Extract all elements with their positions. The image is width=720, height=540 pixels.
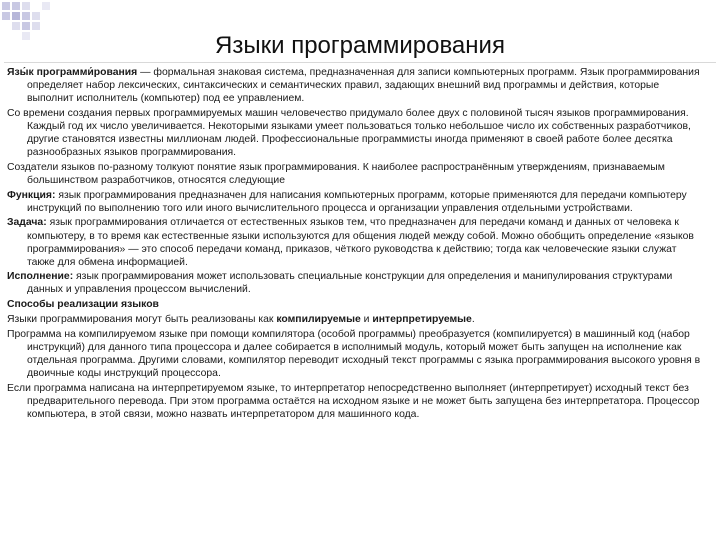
- paragraph-implementation-types: Языки программирования могут быть реализованы как компилируемые и интерпретируемые.: [7, 313, 475, 325]
- paragraph-compiled: Программа на компилируемом языке при помощи компилятора (особой программы) преобразуется (компилируется) в машинный код (набор инструкций) для данного типа процессора и далее собирается в исполнимый модуль, который может быть запущен на исполнение как отдельная программа. Другими словами, компилятор переводит исходный текст программы с языка программирования высокого уровня в двоичные коды инструкций процессора.: [7, 328, 701, 379]
- paragraph-history: Со времени создания первых программируемых машин человечество придумало более двух с половиной тысяч языков программирования. Каждый год их число увеличивается. Некоторыми языками умеет пользоваться только небольшое число их собственных разработчиков, другие становятся известны миллионам людей. Профессиональные программисты иногда применяют в своей работе более десятка разнообразных языков программирования.: [7, 107, 691, 159]
- paragraph-definition: Язы́к программи́рования — формальная знаковая система, предназначенная для записи компьютерных программ. Язык программирования определяет набор лексических, синтаксических и семантических правил, задающих внешний вид программы и действия, которые выполнит исполнитель (компьютер) под ее управлением.: [7, 67, 700, 105]
- paragraph-interpretations: Создатели языков по-разному толкуют понятие язык программирования. К наиболее распространённым утверждениям, признаваемым большинством разработчиков, относятся следующие: [7, 161, 665, 186]
- term-programming-language: Язы́к программи́рования: [7, 67, 138, 78]
- paragraph-interpreted: Если программа написана на интерпретируемом языке, то интерпретатор непосредственно выполняет (интерпретирует) исходный текст без предварительного перевода. При этом программа остаётся на исходном языке и не может быть запущена без интерпретатора. Процессор компьютера, в этой связи, можно назвать интерпретатором для машинного кода.: [7, 382, 700, 420]
- paragraph-execution: Исполнение: язык программирования может использовать специальные конструкции для определения и манипулирования структурами данных и управления процессом вычислений.: [7, 271, 673, 296]
- paragraph-function: Функция: язык программирования предназначен для написания компьютерных программ, которые применяются для передачи компьютеру инструкций по выполнению того или иного вычислительного процесса и организации управления отдельными устройствами.: [7, 189, 687, 214]
- term-compiled: компилируемые: [276, 313, 361, 325]
- term-execution: Исполнение:: [7, 271, 74, 283]
- title-divider: [4, 62, 716, 63]
- section-heading-implementation: Способы реализации языков: [7, 299, 159, 311]
- term-function: Функция:: [7, 189, 56, 201]
- slide-body: [7, 66, 707, 422]
- slide-title: Языки программирования: [215, 32, 505, 59]
- term-task: Задача:: [7, 217, 47, 229]
- paragraph-task: Задача: язык программирования отличается от естественных языков тем, что предназначен для передачи команд и данных от человека к компьютеру, в то время как естественные языки используются для общения людей между собой. Можно обобщить определение «языков программирования» — это способ передачи команд, приказов, чёткого руководства к действию; тогда как человеческие языки служат также для обмена информацией.: [7, 217, 694, 268]
- term-interpreted: интерпретируемые: [372, 313, 472, 325]
